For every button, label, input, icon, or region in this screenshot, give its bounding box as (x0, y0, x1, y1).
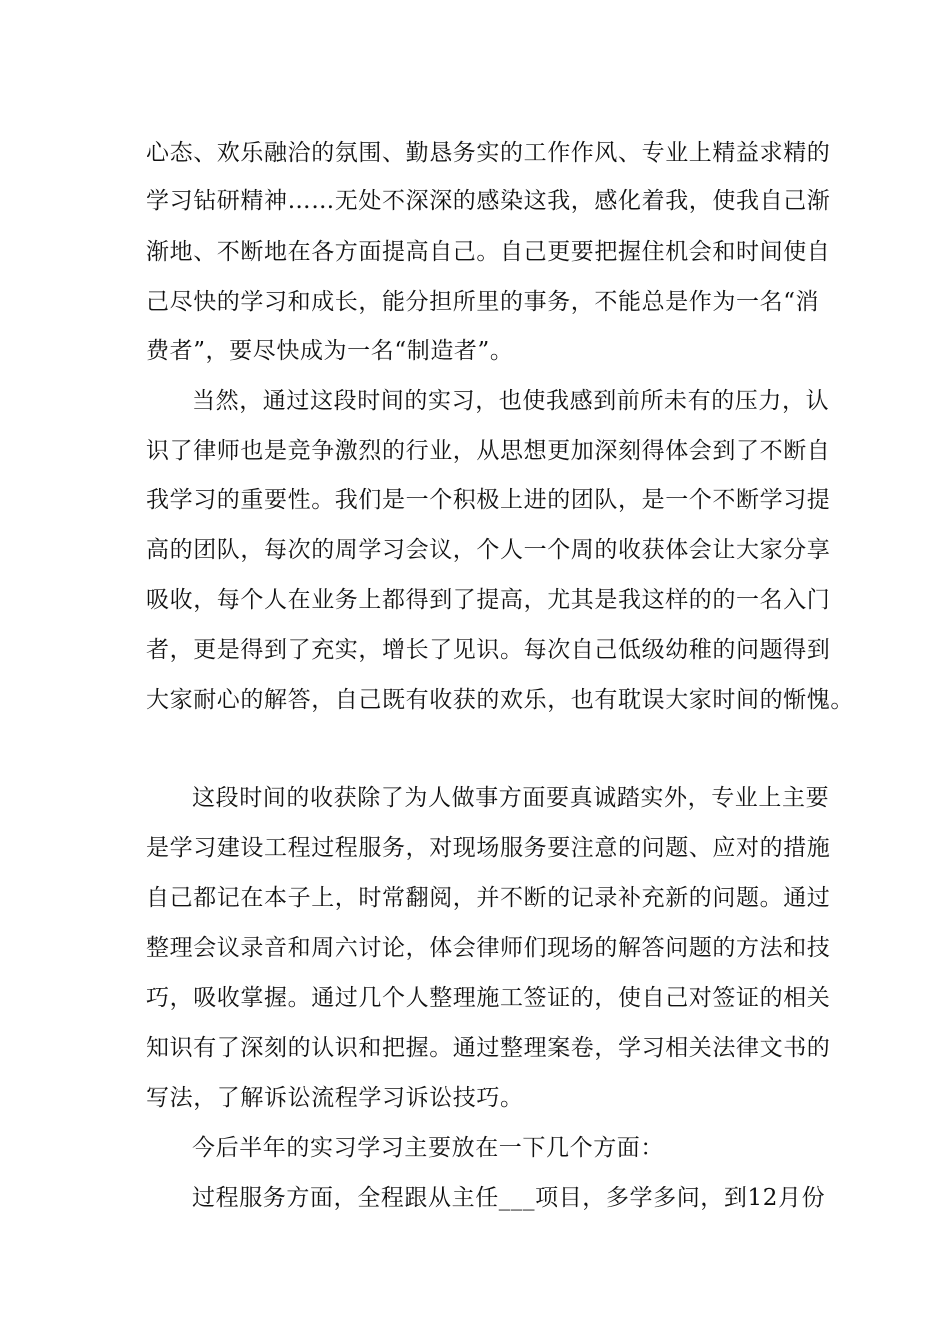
paragraph-line: 吸收，每个人在业务上都得到了提高，尤其是我这样的的一名入门 (146, 587, 831, 613)
paragraph-line: 识了律师也是竞争激烈的行业，从思想更加深刻得体会到了不断自 (146, 438, 831, 464)
paragraph-line: 当然，通过这段时间的实习，也使我感到前所未有的压力，认 (192, 388, 830, 414)
paragraph-line: 自己都记在本子上，时常翻阅，并不断的记录补充新的问题。通过 (146, 885, 831, 911)
paragraph-line: 渐地、不断地在各方面提高自己。自己更要把握住机会和时间使自 (146, 239, 831, 265)
paragraph-line: 过程服务方面，全程跟从主任___项目，多学多问，到12月份 (192, 1185, 826, 1211)
paragraph-line: 我学习的重要性。我们是一个积极上进的团队，是一个不断学习提 (146, 487, 831, 513)
paragraph-line: 是学习建设工程过程服务，对现场服务要注意的问题、应对的措施 (146, 835, 831, 861)
paragraph-line: 者，更是得到了充实，增长了见识。每次自己低级幼稚的问题得到 (146, 637, 831, 663)
paragraph-line: 这段时间的收获除了为人做事方面要真诚踏实外，专业上主要 (192, 785, 830, 811)
paragraph-line: 巧，吸收掌握。通过几个人整理施工签证的，使自己对签证的相关 (146, 985, 831, 1011)
paragraph-line: 今后半年的实习学习主要放在一下几个方面： (192, 1135, 664, 1161)
paragraph-line: 学习钻研精神……无处不深深的感染这我，感化着我，使我自己渐 (146, 188, 831, 214)
paragraph-line: 己尽快的学习和成长，能分担所里的事务，不能总是作为一名“消 (146, 289, 820, 315)
paragraph-line: 高的团队，每次的周学习会议，个人一个周的收获体会让大家分享 (146, 537, 831, 563)
paragraph-line: 写法，了解诉讼流程学习诉讼技巧。 (146, 1085, 524, 1111)
paragraph-line: 大家耐心的解答，自己既有收获的欢乐，也有耽误大家时间的惭愧。 (146, 687, 854, 713)
paragraph-line: 费者”，要尽快成为一名“制造者”。 (146, 338, 514, 364)
paragraph-line: 知识有了深刻的认识和把握。通过整理案卷，学习相关法律文书的 (146, 1035, 831, 1061)
paragraph-line: 心态、欢乐融洽的氛围、勤恳务实的工作作风、专业上精益求精的 (146, 140, 831, 166)
paragraph-line: 整理会议录音和周六讨论，体会律师们现场的解答问题的方法和技 (146, 935, 831, 961)
